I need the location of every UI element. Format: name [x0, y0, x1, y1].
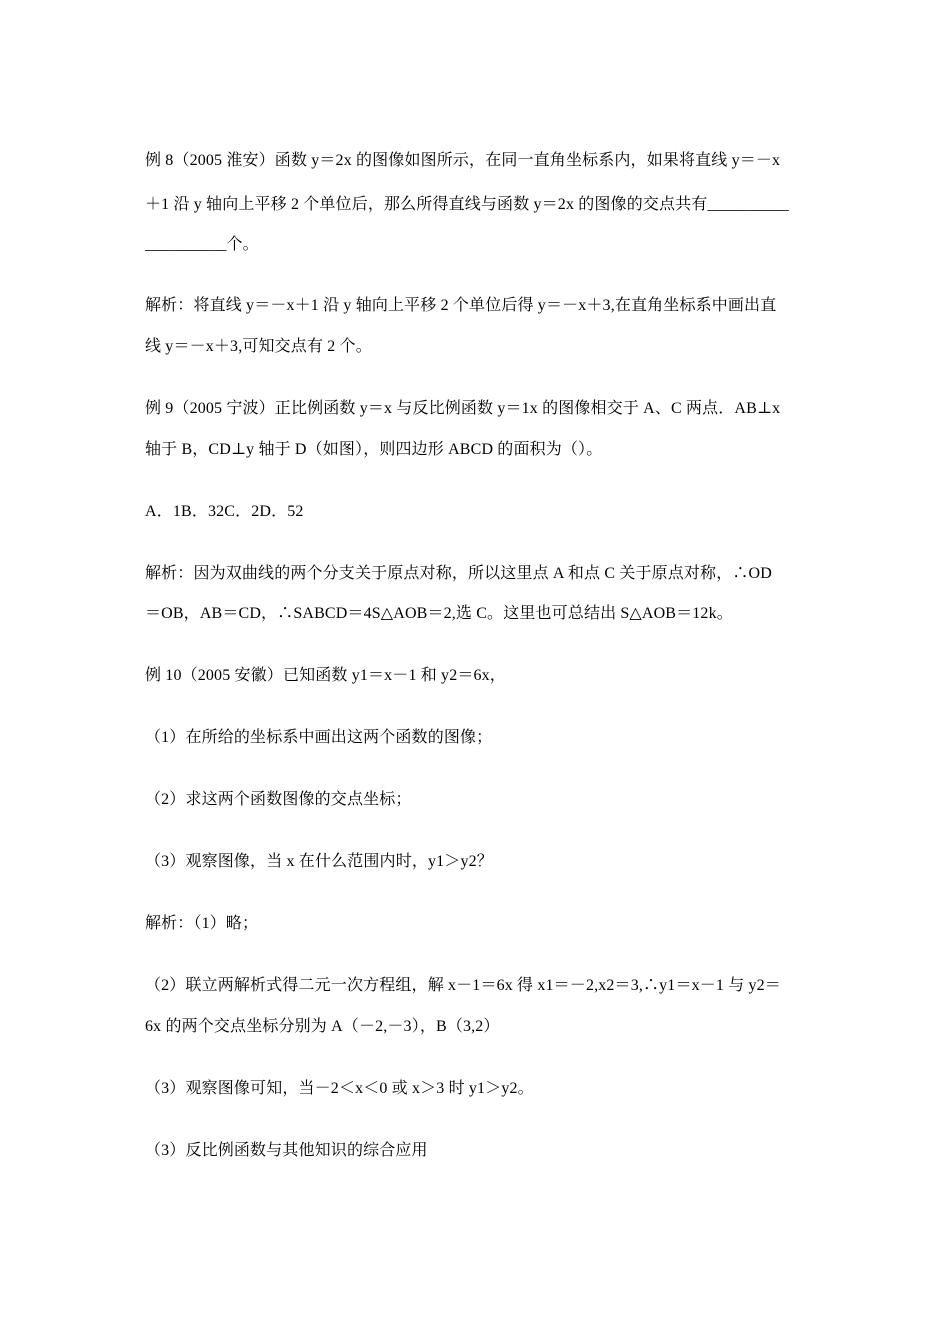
solution-10-part-2-line-1: （2）联立两解析式得二元一次方程组，解 x－1＝6x 得 x1＝－2,x2＝3,∴y1＝x－1 与 y2＝ [145, 977, 781, 994]
solution-9-line-2: ＝OB，AB＝CD，∴SABCD＝4S△AOB＝2,选 C。这里也可总结出 S△AOB＝12k。 [145, 605, 733, 622]
example-10-title: 例 10（2005 安徽）已知函数 y1＝x－1 和 y2＝6x， [145, 667, 506, 684]
example-9-line-2: 轴于 B，CD⊥y 轴于 D（如图），则四边形 ABCD 的面积为（）。 [145, 441, 603, 458]
example-8-line-3: __________个。 [145, 236, 259, 253]
example-10-part-3: （3）观察图像，当 x 在什么范围内时，y1＞y2？ [145, 853, 493, 870]
solution-8-line-2: 线 y＝－x＋3,可知交点有 2 个。 [145, 338, 372, 355]
solution-9-line-1: 解析：因为双曲线的两个分支关于原点对称，所以这里点 A 和点 C 关于原点对称，∴OD [145, 565, 772, 582]
section-heading: （3）反比例函数与其他知识的综合应用 [145, 1142, 428, 1159]
example-9-line-1: 例 9（2005 宁波）正比例函数 y＝x 与反比例函数 y＝1x 的图像相交于 A、C 两点．AB⊥x [145, 400, 781, 417]
solution-10-part-3: （3）观察图像可知，当－2＜x＜0 或 x＞3 时 y1＞y2。 [145, 1080, 534, 1097]
solution-8-line-1: 解析：将直线 y＝－x＋1 沿 y 轴向上平移 2 个单位后得 y＝－x＋3,在直角坐标系中画出直 [145, 297, 777, 314]
example-10-part-1: （1）在所给的坐标系中画出这两个函数的图像； [145, 729, 493, 746]
example-8-line-1: 例 8（2005 淮安）函数 y＝2x 的图像如图所示，在同一直角坐标系内，如果将直线 y＝－x [145, 152, 781, 169]
example-9-options: A．1B．32C．2D．52 [145, 503, 304, 520]
solution-10-part-1: 解析：（1）略； [145, 915, 259, 932]
solution-10-part-2-line-2: 6x 的两个交点坐标分别为 A（－2,－3），B（3,2） [145, 1018, 500, 1035]
example-10-part-2: （2）求这两个函数图像的交点坐标； [145, 791, 412, 808]
example-8-line-2: ＋1 沿 y 轴向上平移 2 个单位后，那么所得直线与函数 y＝2x 的图像的交点共有__________ [145, 196, 789, 213]
